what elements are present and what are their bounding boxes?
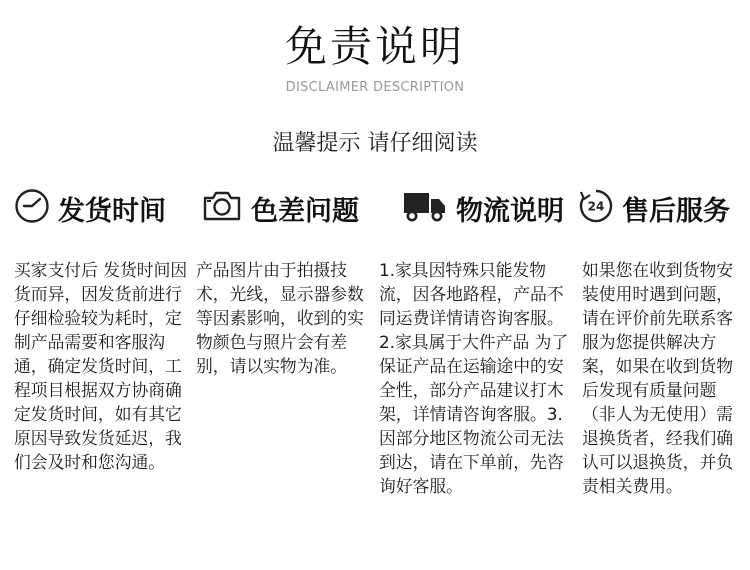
title-bold: 免责 (284, 22, 375, 71)
section-header-shipping-time (14, 186, 166, 230)
section-body-shipping-time: 买家支付后 发货时间因货而异，因发货前进行仔细检验较为耗时，定制产品需要和客服沟通，确定发货时间，工程项目根据双方协商确定发货时间，如有其它原因导致发货延迟，我们会及时和您沟通。 (14, 260, 188, 472)
page-title (0, 14, 750, 74)
24h-icon-text: 24 (587, 199, 605, 214)
truck-icon (402, 188, 448, 228)
read-carefully-tip: 温馨提示 请仔细阅读 (272, 131, 478, 156)
section-title: 售后服务 (622, 195, 730, 227)
section-header-logistics (402, 186, 564, 230)
section-title: 色差问题 (251, 195, 359, 227)
camera-icon (201, 188, 243, 228)
section-title: 发货时间 (58, 195, 166, 227)
section-title: 物流说明 (456, 195, 564, 227)
page-subtitle: DISCLAIMER DESCRIPTION (285, 80, 465, 95)
section-header-after-sales (578, 186, 730, 230)
section-body-logistics: 1.家具因特殊只能发物流，因各地路程，产品不同运费详情请咨询客服。2.家具属于大件产品 为了保证产品在运输途中的安全性，部分产品建议打木架，详情请咨询客服。3.因部分地区物流公司无法到达，请在下单前，先咨询好客服。 (379, 260, 569, 496)
section-body-color-difference: 产品图片由于拍摄技术，光线，显示器参数等因素影响，收到的实物颜色与照片会有差别，请以实物为准。 (196, 260, 364, 376)
24h-service-icon (578, 188, 614, 228)
title-light: 说明 (375, 22, 466, 71)
section-header-color-difference (201, 186, 359, 230)
section-body-after-sales: 如果您在收到货物安装使用时遇到问题，请在评价前先联系客服为您提供解决方案，如果在收到货物后发现有质量问题（非人为无使用）需退换货者，经我们确认可以退换货，并负责相关费用。 (582, 260, 734, 496)
clock-icon (14, 188, 50, 228)
